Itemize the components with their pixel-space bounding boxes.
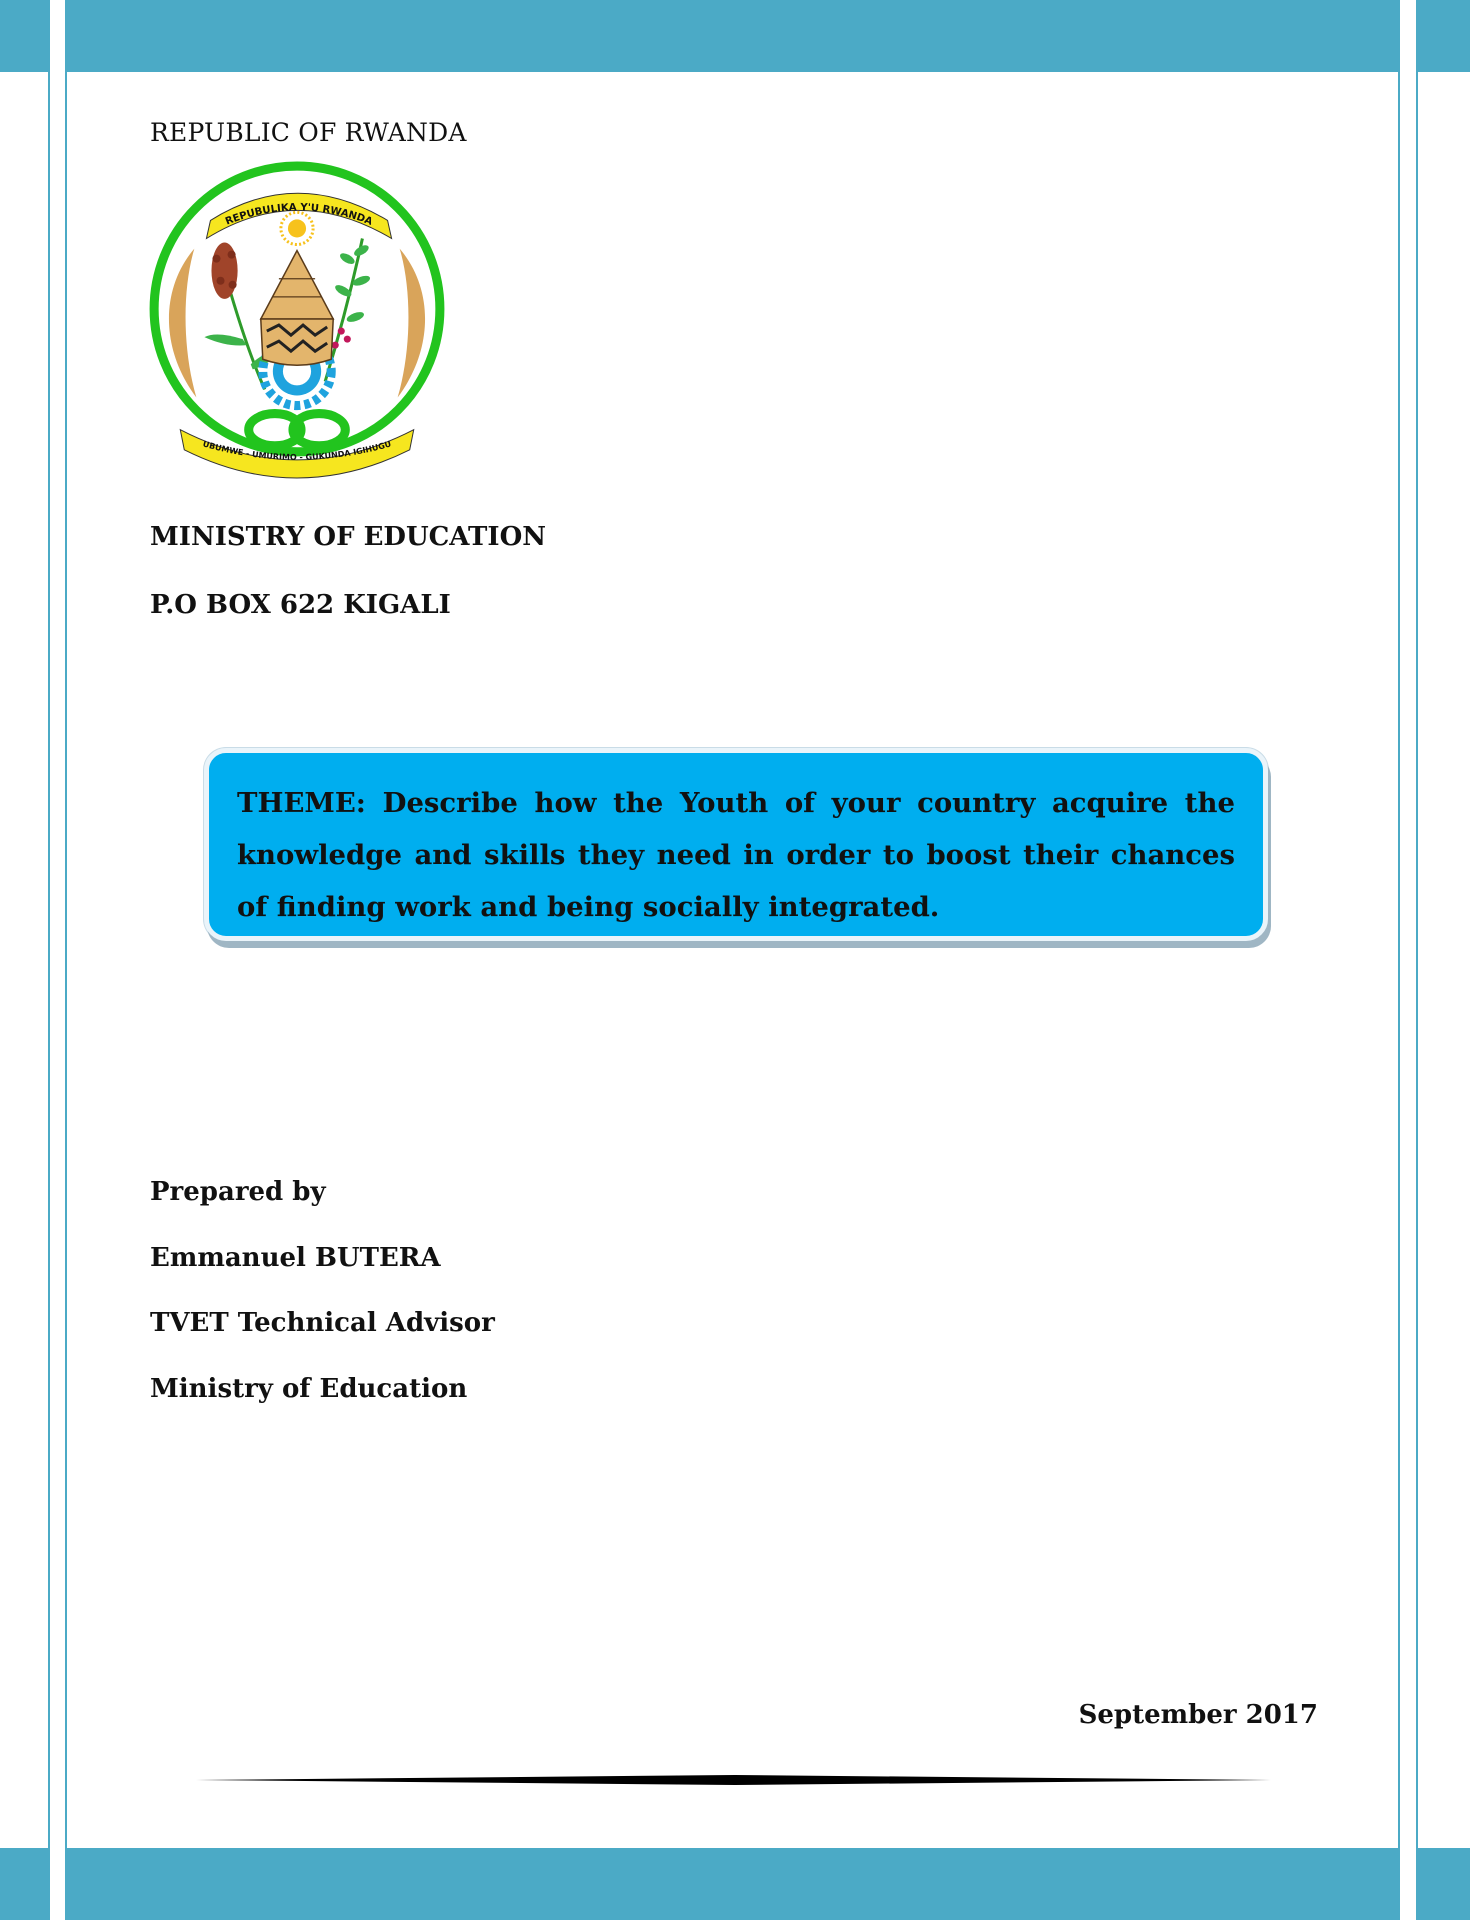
frame-right-top-block: [1418, 0, 1470, 72]
decorative-rule: [196, 1772, 1274, 1788]
frame-left-outer-line: [48, 0, 50, 1920]
prepared-by-label: Prepared by: [150, 1177, 326, 1207]
frame-bottom-bar: [67, 1848, 1399, 1920]
frame-left-bottom-block: [0, 1848, 48, 1920]
postal-address: P.O BOX 622 KIGALI: [150, 590, 451, 620]
rwanda-coat-of-arms: [146, 158, 448, 480]
frame-top-bar: [67, 0, 1399, 72]
knot-shape: [249, 414, 346, 446]
frame-left-top-block: [0, 0, 48, 72]
author-role: TVET Technical Advisor: [150, 1308, 495, 1338]
frame-right-outer-line: [1416, 0, 1418, 1920]
frame-right-inner-line: [1398, 0, 1400, 1920]
frame-left-inner-line: [65, 0, 67, 1920]
theme-box: [204, 748, 1268, 941]
author-name: Emmanuel BUTERA: [150, 1243, 441, 1273]
sun-shape: [281, 212, 313, 244]
country-name: REPUBLIC OF RWANDA: [150, 118, 467, 147]
author-organization: Ministry of Education: [150, 1374, 468, 1404]
bottom-banner-text: UBUMWE - UMURIMO - GUKUNDA IGIHUGU: [201, 439, 393, 462]
ministry-name: MINISTRY OF EDUCATION: [150, 522, 546, 552]
top-banner-text: REPUBULIKA Y'U RWANDA: [224, 202, 374, 228]
document-date: September 2017: [1078, 1700, 1318, 1730]
frame-right-bottom-block: [1418, 1848, 1470, 1920]
theme-text: THEME: Describe how the Youth of your country acquire the knowledge and skills they need in order to boost their chances of finding work and being socially integrated.: [237, 787, 1235, 923]
basket-shape: [261, 251, 333, 366]
